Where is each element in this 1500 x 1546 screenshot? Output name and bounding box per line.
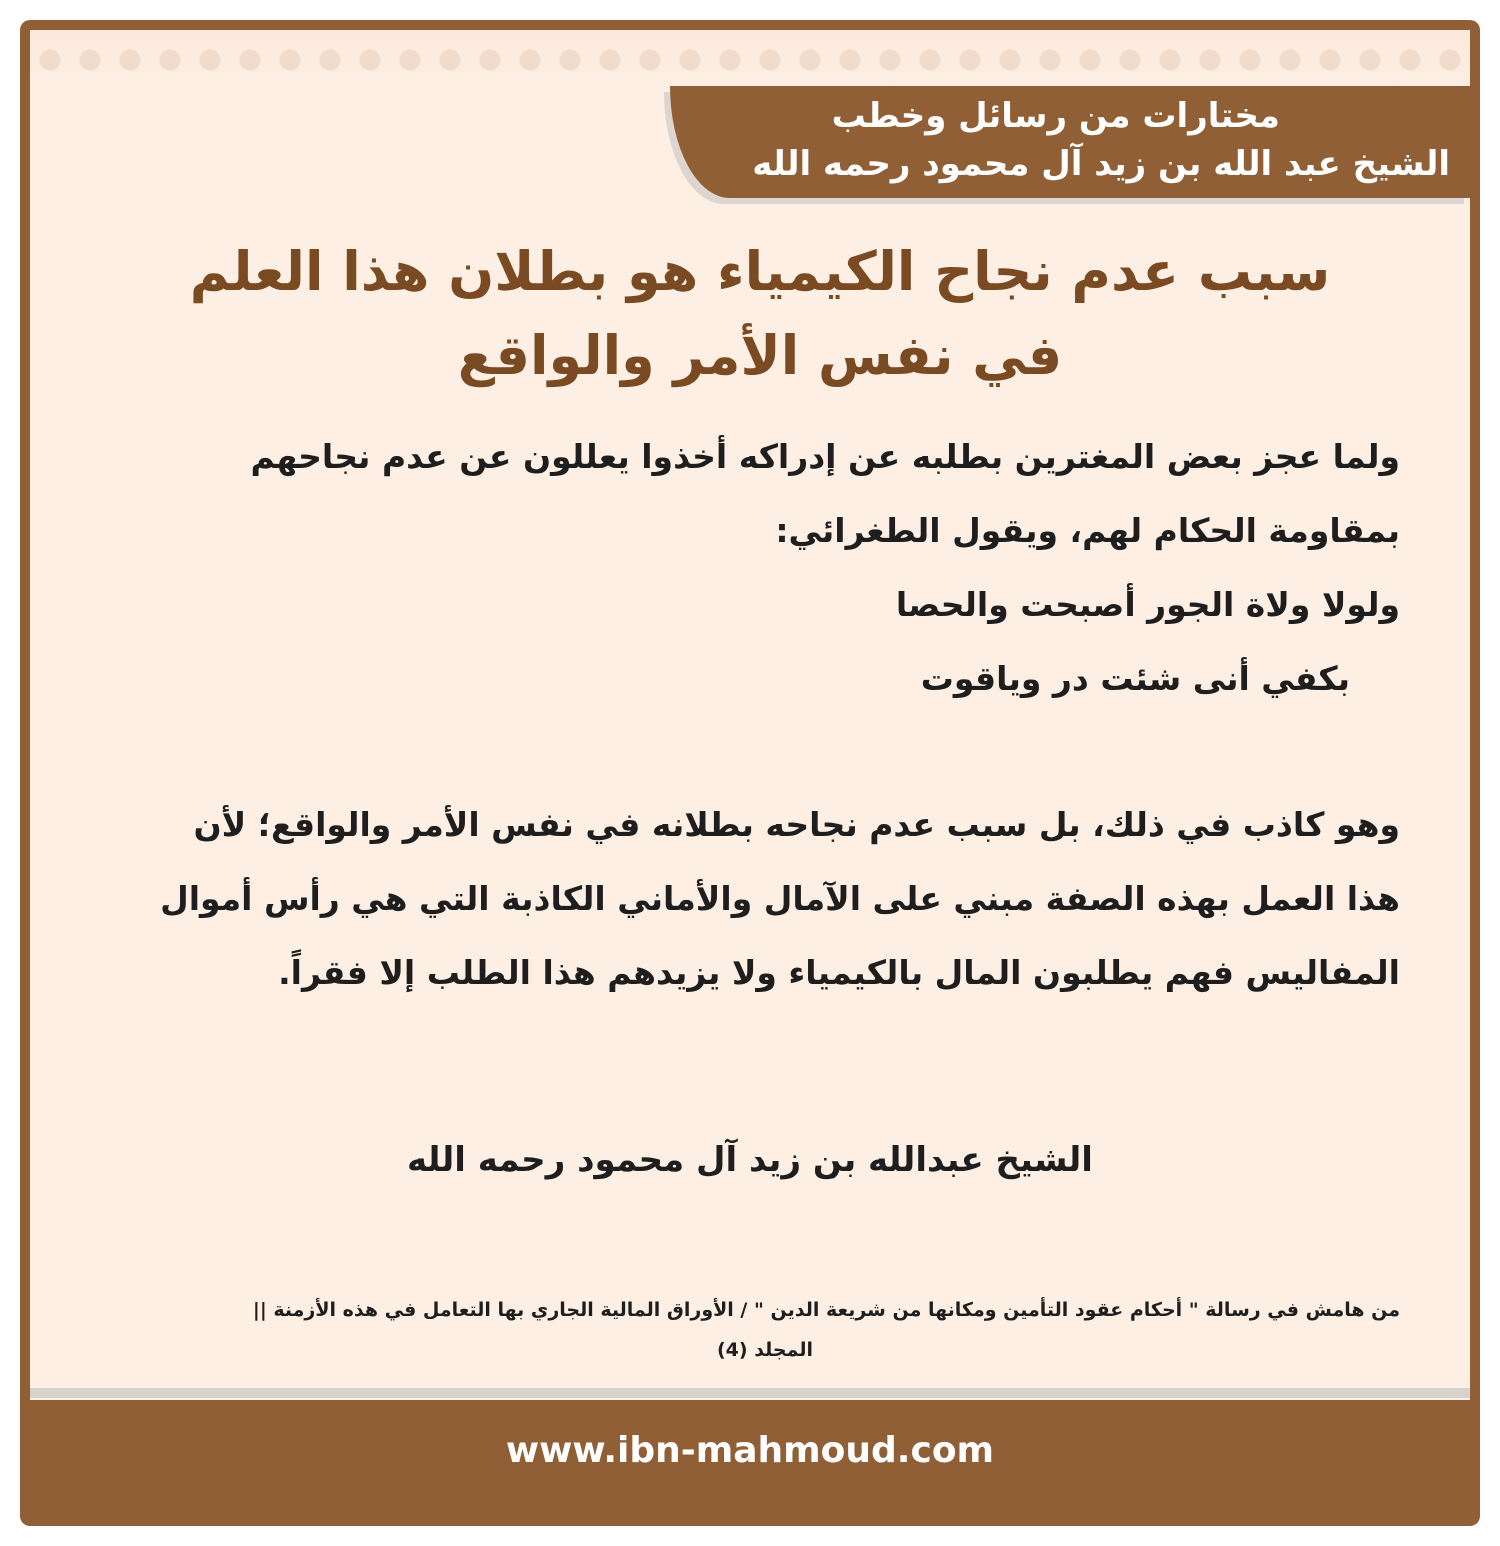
- author-title: الشيخ عبد الله بن زيد آل محمود رحمه الله: [752, 144, 1450, 184]
- article-body: [130, 420, 1400, 1010]
- website-link[interactable]: www.ibn-mahmoud.com: [505, 1430, 995, 1471]
- body-paragraph-2: وهو كاذب في ذلك، بل سبب عدم نجاحه بطلانه في نفس الأمر والواقع؛ لأن هذا العمل بهذه الصفة مبني على الآمال والأماني الكاذبة التي هي رأس أموال المفاليس فهم يطلبون المال بالكيمياء ولا يزيدهم هذا الطلب إلا فقراً.: [160, 805, 1400, 992]
- footnote-line-1: من هامش في رسالة " أحكام عقود التأمين ومكانها من شريعة الدين " / الأوراق المالية الجاري بها التعامل في هذه الأزمنة ||: [252, 1299, 1400, 1321]
- series-title: مختارات من رسائل وخطب: [831, 96, 1280, 136]
- signature: الشيخ عبدالله بن زيد آل محمود رحمه الله: [407, 1140, 1093, 1180]
- article-title: [100, 230, 1420, 398]
- footnote-line-2: المجلد (4): [716, 1339, 814, 1361]
- body-paragraph-1: ولما عجز بعض المغترين بطلبه عن إدراكه أخذوا يعللون عن عدم نجاحهم بمقاومة الحكام لهم، ويقول الطغرائي:: [250, 437, 1400, 550]
- poem-verse-1: ولولا ولاة الجور أصبحت والحصا: [895, 585, 1400, 624]
- card-shadow: [30, 1388, 1470, 1398]
- content-card: [30, 30, 1470, 1400]
- poem-verse-2: بكفي أنى شئت در وياقوت: [920, 659, 1350, 698]
- outer-frame: [20, 20, 1480, 1526]
- header-banner: [670, 86, 1470, 198]
- title-line-1: سبب عدم نجاح الكيمياء هو بطلان هذا العلم: [189, 240, 1331, 303]
- decorative-pattern: [30, 30, 1470, 90]
- spacer: [130, 716, 1400, 788]
- title-line-2: في نفس الأمر والواقع: [457, 324, 1063, 387]
- footnote: [130, 1290, 1400, 1370]
